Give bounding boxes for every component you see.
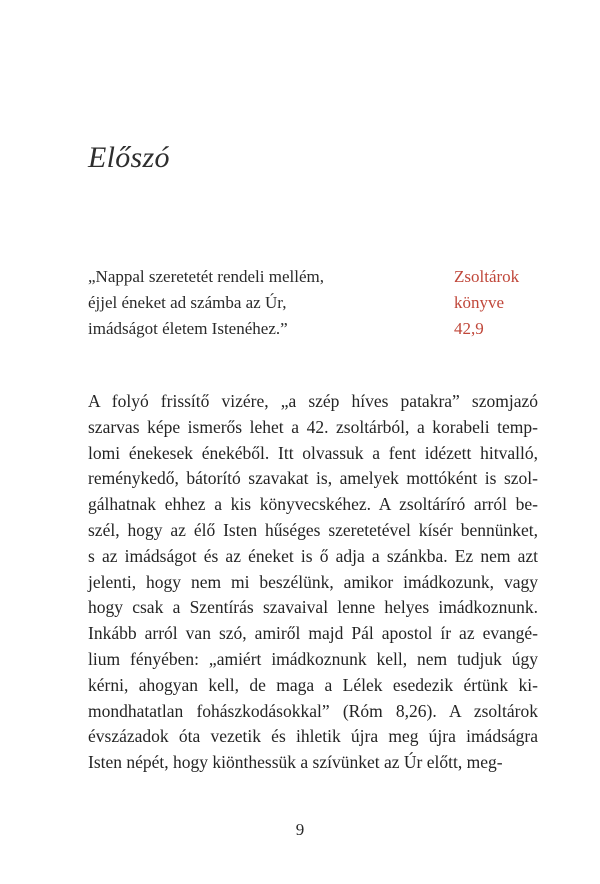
body-line: gálhatnak ehhez a kis könyvecskéhez. A zsoltáríró arról be- <box>88 494 538 515</box>
body-line: Isten népét, hogy kiönthessük a szívünket az Úr előtt, meg- <box>88 752 503 773</box>
quote-line: imádságot életem Istenéhez.” <box>88 319 288 338</box>
reference-line: 42,9 <box>454 319 484 338</box>
body-line: reménykedő, bátorító szavakat is, amelyek mottóként is szol- <box>88 468 538 489</box>
page-number: 9 <box>295 820 305 839</box>
body-line: kérni, ahogyan kell, de maga a Lélek esedezik értünk ki- <box>88 674 538 695</box>
page-title: Előszó <box>88 141 170 174</box>
body-line: Inkább arról van szó, amiről majd Pál apostol ír az evangé- <box>88 623 538 644</box>
reference-line: könyve <box>454 293 505 312</box>
epigraph <box>88 264 538 342</box>
body-line: s az imádságot és az éneket is ő adja a szánkba. Ez nem azt <box>88 545 538 566</box>
body-line: mondhatatlan fohászkodásokkal” (Róm 8,26). A zsoltárok <box>88 700 538 721</box>
scripture-reference <box>454 264 538 342</box>
body-line: évszázadok óta vezetik és ihletik újra meg újra imádságra <box>88 726 538 747</box>
body-paragraph <box>88 389 538 776</box>
quote-line: „Nappal szeretetét rendeli mellém, <box>88 267 324 286</box>
quote-line: éjjel éneket ad számba az Úr, <box>88 293 287 312</box>
body-line: szarvas képe ismerős lehet a 42. zsoltárból, a korabeli temp- <box>88 416 538 437</box>
reference-line: Zsoltárok <box>454 267 520 286</box>
epigraph-quote <box>88 264 324 342</box>
body-line: lomi énekesek énekéből. Itt olvassuk a fent idézett hitvalló, <box>88 442 538 463</box>
body-line: A folyó frissítő vizére, „a szép híves patakra” szomjazó <box>88 391 538 411</box>
body-line: szél, hogy az élő Isten hűséges szeretetével kísér bennünket, <box>88 519 538 540</box>
body-line: lium fényében: „amiért imádkoznunk kell, nem tudjuk úgy <box>88 648 538 669</box>
body-line: jelenti, hogy nem mi beszélünk, amikor imádkozunk, vagy <box>88 571 538 592</box>
body-line: hogy csak a Szentírás szavaival lenne helyes imádkoznunk. <box>88 597 538 618</box>
